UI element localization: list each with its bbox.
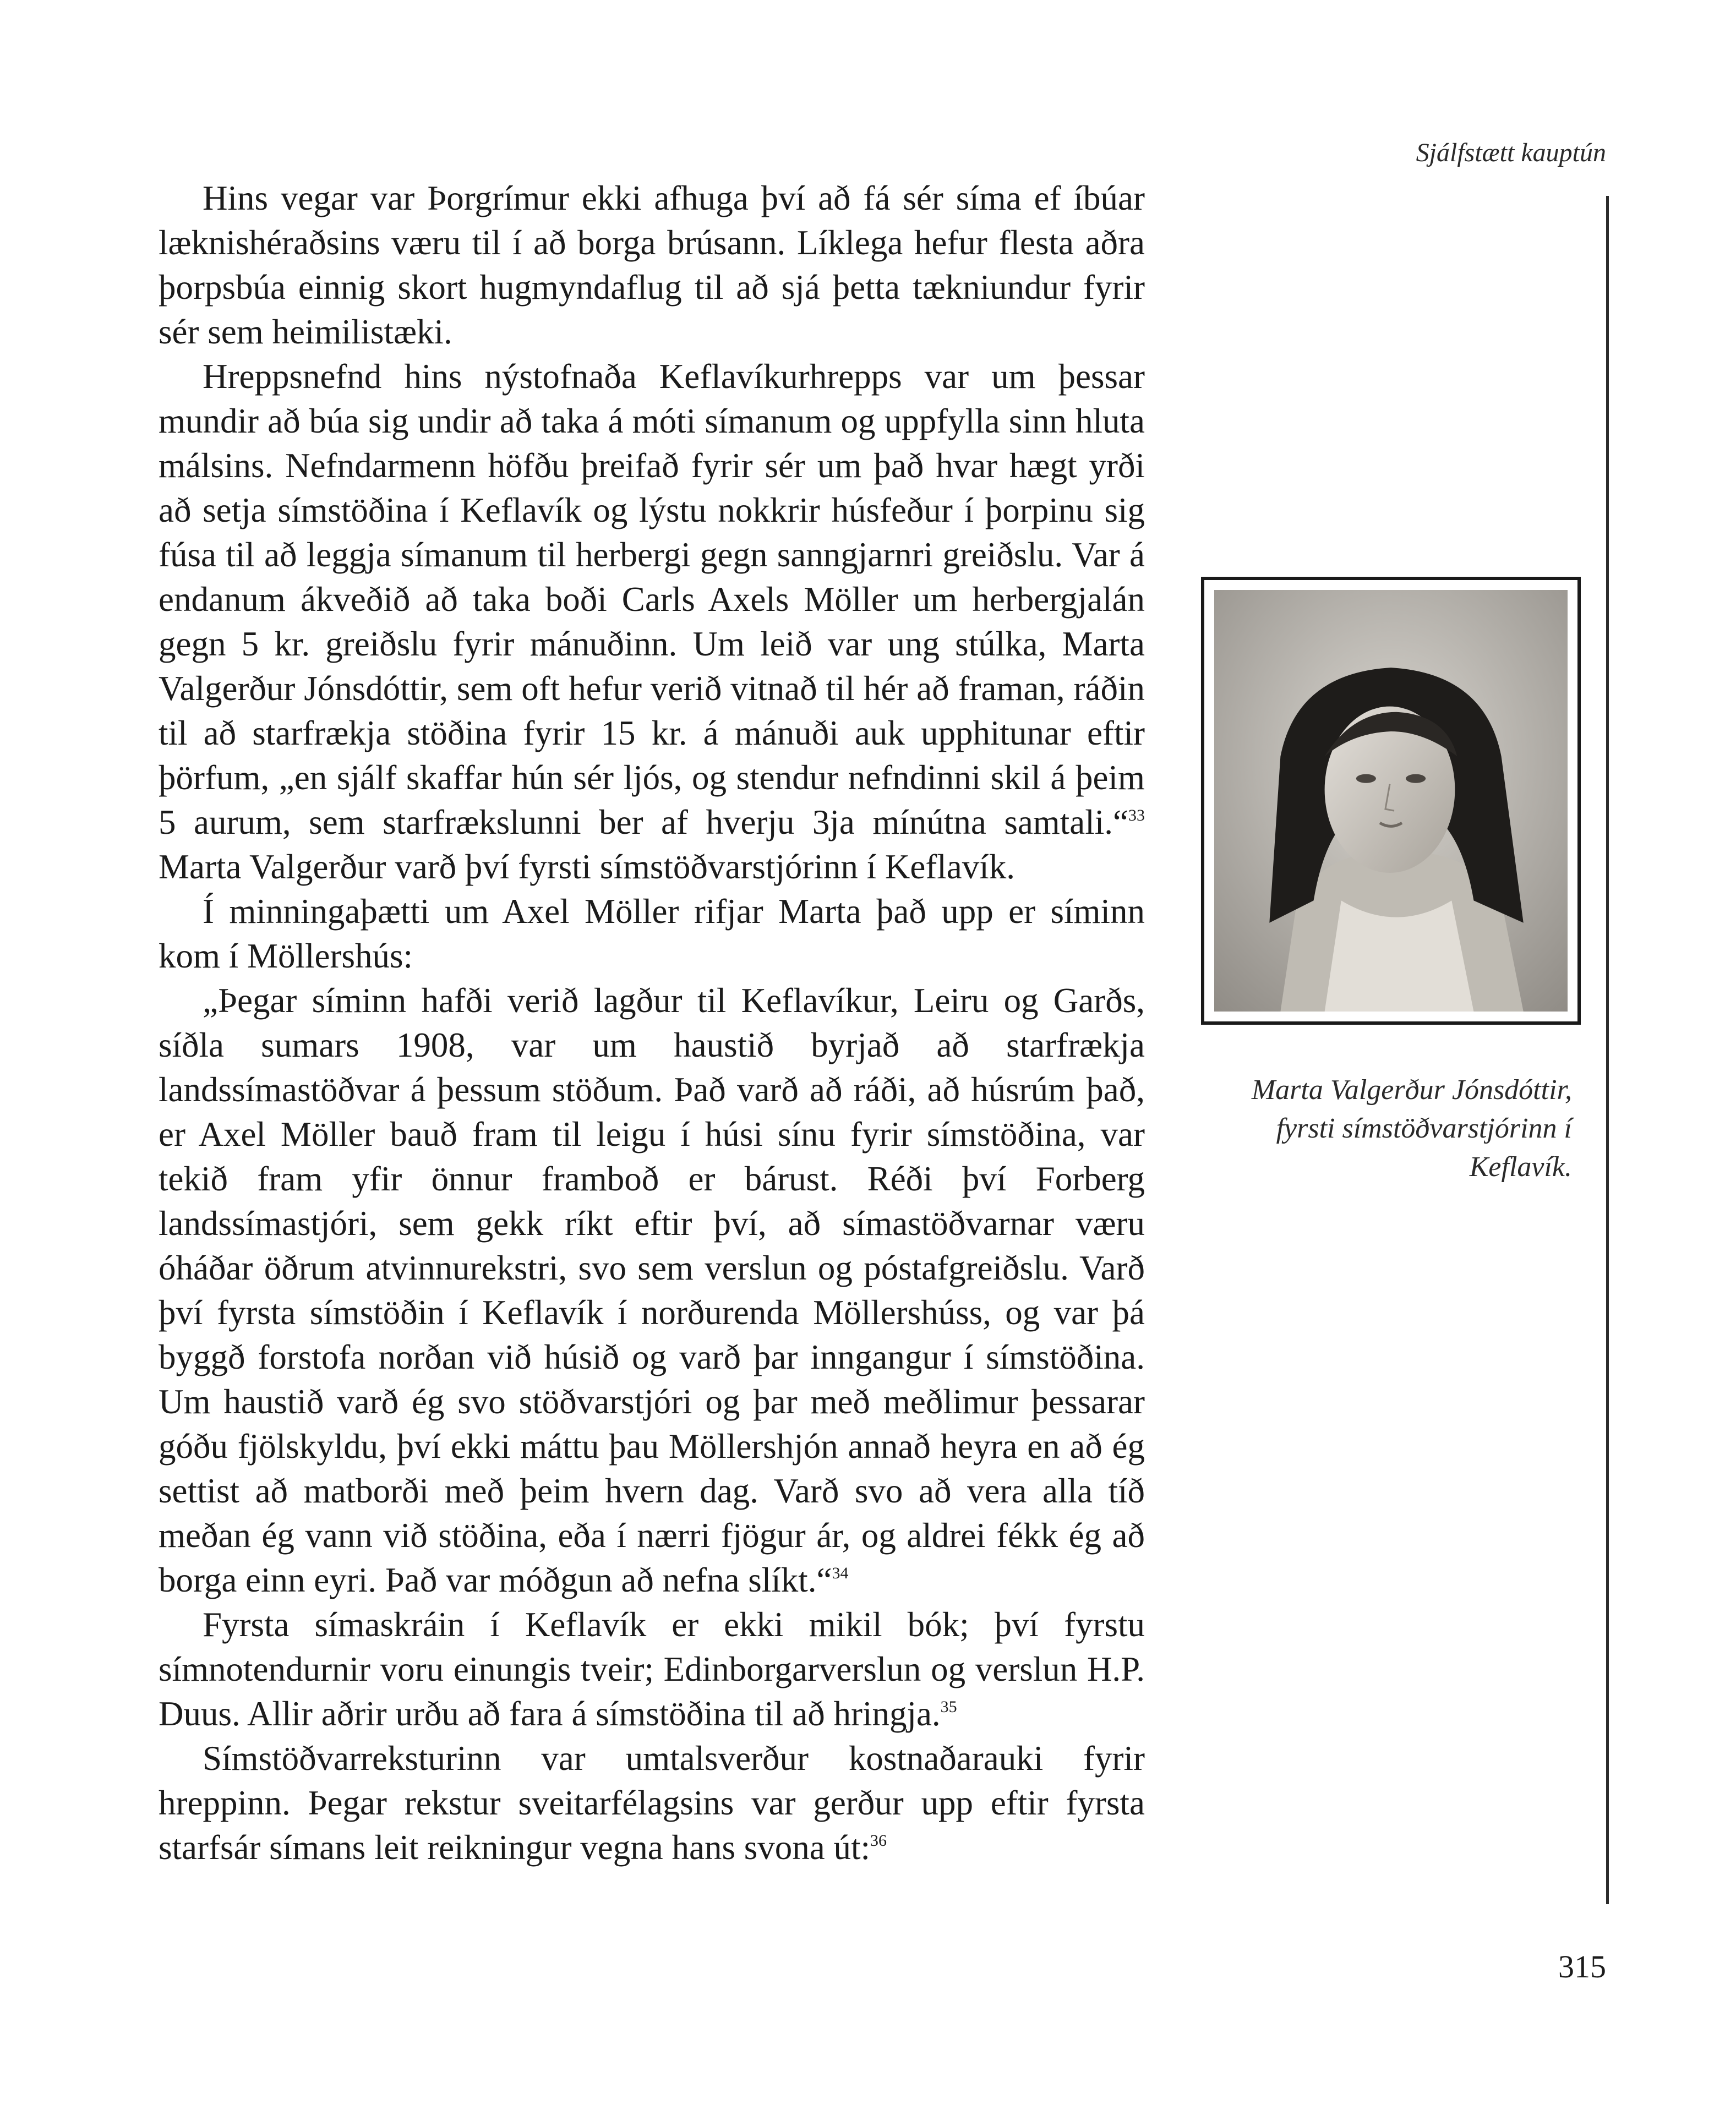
portrait-photo <box>1214 590 1568 1012</box>
footnote-ref: 34 <box>832 1564 849 1582</box>
page-number: 315 <box>1558 1949 1606 1985</box>
paragraph-text: Hreppsnefnd hins nýstofnaða Keflavíkurhrepps var um þessar mundir að búa sig undir að taka á móti símanum og uppfylla sinn hluta málsins. Nefndarmenn höfðu þreifað fyrir sér um það hvar hægt yrði að setja símstöðina í Keflavík og lýstu nokkrir húsfeður í þorpinu sig fúsa til að leggja símanum til herbergi gegn sanngjarnri greiðslu. Var á endanum ákveðið að taka boði Carls Axels Möller um herbergjalán gegn 5 kr. greiðslu fyrir mánuðinn. Um leið var ung stúlka, Marta Valgerður Jónsdóttir, sem oft hefur verið vitnað til hér að framan, ráðin til að starfrækja stöðina fyrir 15 kr. á mánuði auk upphitunar eftir þörfum, „en sjálf skaffar hún sér ljós, og stendur nefndinni skil á þeim 5 aurum, sem starfrækslunni ber af hverju 3ja mínútna samtali.“ <box>159 357 1145 841</box>
caption-line: Marta Valgerður Jónsdóttir, <box>1251 1074 1572 1106</box>
caption-line: Keflavík. <box>1469 1151 1572 1183</box>
paragraph: Í minningaþætti um Axel Möller rifjar Marta það upp er síminn kom í Möllershús: <box>159 892 1145 975</box>
paragraph <box>159 1736 1145 1870</box>
portrait-photo-frame <box>1201 577 1581 1025</box>
photo-caption <box>1178 1071 1572 1187</box>
quote-text: „Þegar síminn hafði verið lagður til Keflavíkur, Leiru og Garðs, síðla sumars 1908, var um haustið byrjað að starfrækja landssímastöðvar á þessum stöðum. Það varð að ráði, að húsrúm það, er Axel Möller bauð fram til leigu í húsi sínu fyrir símstöðina, var tekið fram yfir önnur framboð er bárust. Réði því Forberg landssímastjóri, sem gekk ríkt eftir því, að símastöðvarnar væru óháðar öðrum atvinnurekstri, svo sem verslun og póstafgreiðslu. Varð því fyrsta símstöðin í Keflavík í norðurenda Möllershúss, og var þá byggð forstofa norðan við húsið og varð þar inngangur í símstöðina. Um haustið varð ég svo stöðvarstjóri og þar með meðlimur þessarar góðu fjölskyldu, því ekki máttu þau Möllershjón annað heyra en að ég settist að matborði með þeim hvern dag. Varð svo að vera alla tíð meðan ég vann við stöðina, eða í nærri fjögur ár, og aldrei fékk ég að borga einn eyri. Það var móðgun að nefna slíkt.“ <box>159 981 1145 1599</box>
footnote-ref: 33 <box>1128 806 1145 824</box>
paragraph-text: Marta Valgerður varð því fyrsti símstöðvarstjórinn í Keflavík. <box>159 848 1016 886</box>
running-head: Sjálfstætt kauptún <box>1416 138 1606 167</box>
body-text <box>159 176 1145 1870</box>
paragraph <box>159 354 1145 889</box>
caption-line: fyrsti símstöðvarstjórinn í <box>1276 1113 1572 1144</box>
paragraph-text: Símstöðvarreksturinn var umtalsverður kostnaðarauki fyrir hreppinn. Þegar rekstur sveitarfélagsins var gerður upp eftir fyrsta starfsár símans leit reikningur vegna hans svona út: <box>159 1739 1145 1867</box>
paragraph <box>159 1603 1145 1736</box>
paragraph <box>159 978 1145 1603</box>
paragraph: Hins vegar var Þorgrímur ekki afhuga því að fá sér síma ef íbúar læknishéraðsins væru til í að borga brúsann. Líklega hefur flesta aðra þorpsbúa einnig skort hugmyndaflug til að sjá þetta tækniundur fyrir sér sem heimilistæki. <box>159 179 1145 351</box>
margin-rule <box>1606 196 1609 1904</box>
footnote-ref: 36 <box>870 1832 887 1850</box>
footnote-ref: 35 <box>940 1698 957 1716</box>
paragraph-text: Fyrsta símaskráin í Keflavík er ekki mikil bók; því fyrstu símnotendurnir voru einungis tveir; Edinborgarverslun og verslun H.P. Duus. Allir aðrir urðu að fara á símstöðina til að hringja. <box>159 1605 1145 1733</box>
